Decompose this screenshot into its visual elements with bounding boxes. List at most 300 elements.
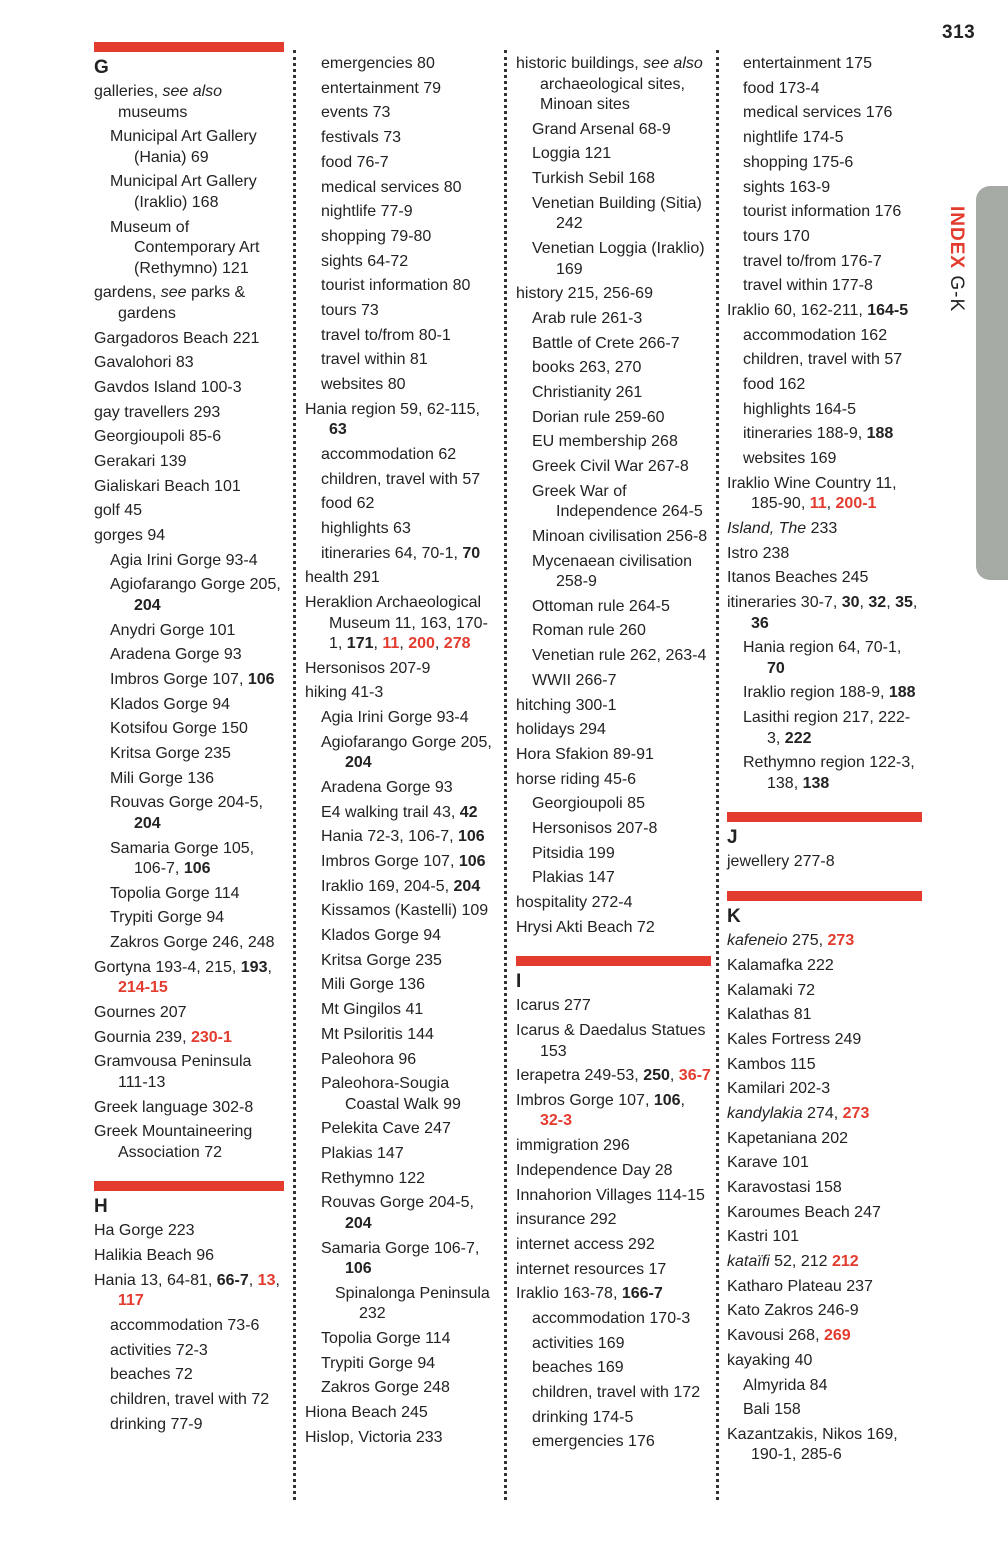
entry-text: Hania 13, 64-81, (94, 1271, 217, 1289)
entry-text: Kastri 101 (727, 1228, 800, 1246)
index-subentry (305, 1047, 500, 1072)
index-entry (727, 1324, 922, 1349)
section-bar (94, 1181, 284, 1191)
map-page-ref: 106 (183, 860, 211, 878)
index-subentry (516, 1307, 711, 1332)
index-subentry (727, 373, 922, 398)
index-subentry (94, 1339, 284, 1364)
index-subentry (516, 307, 711, 332)
index-subentry (727, 636, 922, 681)
entry-text: accommodation 170-3 (532, 1309, 691, 1327)
index-subentry (305, 924, 500, 949)
index-subentry (727, 250, 922, 275)
index-entry (727, 517, 922, 542)
entry-text: Roman rule 260 (532, 622, 646, 640)
entry-text: Rouvas Gorge 204-5, (321, 1194, 474, 1212)
section-letter: H (94, 1196, 108, 1218)
index-subentry (94, 906, 284, 931)
entry-text: Greek Civil War 267-8 (532, 458, 689, 476)
index-subentry (94, 767, 284, 792)
index-subentry (94, 619, 284, 644)
entry-text: WWII 266-7 (532, 671, 617, 689)
index-subentry (305, 1072, 500, 1117)
entry-text: EU membership 268 (532, 433, 678, 451)
entry-text: accommodation 162 (743, 326, 888, 344)
index-entry (94, 326, 284, 351)
entry-text: galleries, (94, 83, 163, 101)
index-subentry (305, 126, 500, 151)
entry-text: , (886, 594, 896, 612)
highlight-page-ref: 36-7 (678, 1067, 711, 1085)
index-subentry (94, 1413, 284, 1438)
index-subentry (305, 731, 500, 776)
index-subentry (727, 77, 922, 102)
entry-text: Mili Gorge 136 (321, 976, 426, 994)
side-tab-index-label: INDEX (946, 206, 967, 270)
index-entry (94, 1219, 284, 1244)
index-entry (516, 1089, 711, 1134)
entry-text: , (275, 1271, 280, 1289)
entry-text: Kritsa Gorge 235 (321, 951, 442, 969)
index-entry (727, 1349, 922, 1374)
entry-text: Venetian Loggia (Iraklio) 169 (532, 240, 705, 278)
entry-text: Minoan civilisation 256-8 (532, 527, 708, 545)
entry-text: Zakros Gorge 248 (321, 1379, 450, 1397)
entry-text: Kapetaniana 202 (727, 1129, 848, 1147)
index-column-4 (727, 52, 922, 1468)
index-subentry (305, 175, 500, 200)
entry-text: Gavalohori 83 (94, 354, 194, 372)
highlight-page-ref: 200-1 (835, 495, 877, 513)
entry-text: sights 163-9 (743, 178, 831, 196)
section-letter: J (727, 827, 738, 849)
index-subentry (305, 825, 500, 850)
entry-text: , (434, 635, 444, 653)
highlight-page-ref: 117 (118, 1292, 144, 1310)
highlight-page-ref: 13 (257, 1271, 276, 1289)
entry-text: Samaria Gorge 105, 106-7, (110, 839, 255, 878)
index-subentry (516, 550, 711, 595)
index-subentry (727, 274, 922, 299)
side-tab-label (941, 206, 971, 346)
index-subentry (305, 899, 500, 924)
index-subentry (94, 742, 284, 767)
index-subentry (516, 1406, 711, 1431)
highlight-page-ref: 212 (831, 1253, 859, 1271)
index-entry (94, 401, 284, 426)
entry-text: Mycenaean civilisation 258-9 (532, 552, 693, 591)
index-subentry (305, 151, 500, 176)
index-subentry (727, 422, 922, 447)
entry-text: Battle of Crete 266-7 (532, 334, 680, 352)
entry-text: Arab rule 261-3 (532, 309, 643, 327)
index-entry (94, 499, 284, 524)
index-subentry (516, 118, 711, 143)
index-entry (94, 450, 284, 475)
entry-text: Innahorion Villages 114-15 (516, 1186, 705, 1204)
entry-text: see also (643, 55, 703, 73)
map-page-ref: 35 (895, 594, 913, 612)
entry-text: Kavousi 268, (727, 1327, 824, 1345)
index-entry (516, 743, 711, 768)
entry-text: Kotsifou Gorge 150 (110, 720, 248, 738)
highlight-page-ref: 11 (382, 635, 400, 653)
index-entry (727, 542, 922, 567)
entry-text: immigration 296 (516, 1137, 630, 1155)
entry-text: Plakias 147 (532, 869, 615, 887)
page-number: 313 (942, 22, 976, 43)
index-entry (516, 768, 711, 793)
index-subentry (305, 348, 500, 373)
entry-text: Mili Gorge 136 (110, 769, 215, 787)
entry-text: food 76-7 (321, 153, 389, 171)
index-subentry (516, 525, 711, 550)
entry-text: children, travel with 57 (743, 351, 903, 369)
entry-text: travel within 177-8 (743, 277, 873, 295)
entry-text: hiking 41-3 (305, 684, 384, 702)
highlight-page-ref: 214-15 (118, 979, 168, 997)
map-page-ref: 171 (346, 635, 374, 653)
entry-text: 275, (787, 932, 828, 950)
entry-text: Almyrida 84 (743, 1376, 828, 1394)
entry-text: Karavostasi 158 (727, 1179, 842, 1197)
entry-text: accommodation 73-6 (110, 1317, 260, 1335)
index-subentry (516, 866, 711, 891)
entry-text: Paleohora 96 (321, 1050, 417, 1068)
entry-text: activities 169 (532, 1334, 625, 1352)
index-subentry (305, 542, 500, 567)
index-entry (94, 1269, 284, 1314)
column-divider (293, 50, 296, 1500)
entry-text: , (859, 594, 869, 612)
entry-text: websites 80 (321, 376, 406, 394)
entry-text: Plakias 147 (321, 1145, 404, 1163)
index-entry (727, 1201, 922, 1226)
index-subentry (94, 573, 284, 618)
index-subentry (516, 669, 711, 694)
index-subentry (727, 52, 922, 77)
index-subentry (516, 406, 711, 431)
index-subentry (94, 125, 284, 170)
index-subentry (727, 324, 922, 349)
index-entry (94, 425, 284, 450)
index-entry (727, 1151, 922, 1176)
column-divider (504, 50, 507, 1500)
entry-text: Georgioupoli 85 (532, 795, 645, 813)
entry-text: Kalamaki 72 (727, 981, 816, 999)
index-subentry (727, 126, 922, 151)
index-entry (94, 524, 284, 549)
index-entry (305, 657, 500, 682)
index-subentry (516, 1430, 711, 1455)
entry-text: tourist information 80 (321, 277, 471, 295)
index-subentry (305, 949, 500, 974)
entry-text: itineraries 64, 70-1, (321, 544, 463, 562)
entry-text: accommodation 62 (321, 445, 457, 463)
entry-text: Georgioupoli 85-6 (94, 428, 222, 446)
entry-text: Gargadoros Beach 221 (94, 329, 260, 347)
index-subentry (94, 1314, 284, 1339)
index-subentry (305, 492, 500, 517)
index-subentry (94, 668, 284, 693)
section-bar (94, 42, 284, 52)
index-entry (727, 1102, 922, 1127)
entry-text: children, travel with 72 (110, 1391, 270, 1409)
entry-text: Aradena Gorge 93 (321, 778, 453, 796)
map-page-ref: 204 (345, 754, 372, 772)
index-entry (516, 1064, 711, 1089)
index-subentry (727, 751, 922, 796)
index-entry (516, 1159, 711, 1184)
map-page-ref: 166-7 (621, 1285, 663, 1303)
entry-text: Kales Fortress 249 (727, 1030, 862, 1048)
index-entry (94, 281, 284, 326)
map-page-ref: 204 (134, 814, 161, 832)
entry-text: see (160, 284, 187, 302)
entry-text: Gramvousa Peninsula 111-13 (94, 1053, 252, 1091)
index-column-2 (305, 52, 500, 1450)
entry-text: entertainment 79 (321, 79, 442, 97)
entry-text: Lasithi region 217, 222-3, (743, 709, 911, 747)
highlight-page-ref: 278 (443, 635, 471, 653)
index-subentry (727, 447, 922, 472)
entry-text: Gournes 207 (94, 1004, 187, 1022)
entry-text: drinking 77-9 (110, 1415, 203, 1433)
entry-text: Samaria Gorge 106-7, (321, 1239, 480, 1257)
index-subentry (94, 791, 284, 836)
map-page-ref: 204 (345, 1214, 372, 1232)
entry-text: Paleohora-Sougia Coastal Walk 99 (321, 1075, 461, 1113)
entry-text: websites 169 (743, 450, 837, 468)
entry-text: , (912, 594, 918, 612)
entry-text: travel to/from 80-1 (321, 326, 451, 344)
entry-text: Pitsidia 199 (532, 844, 615, 862)
entry-text: , (669, 1067, 679, 1085)
entry-text: shopping 175-6 (743, 153, 854, 171)
entry-text: Agia Irini Gorge 93-4 (110, 551, 258, 569)
entry-text: Loggia 121 (532, 145, 612, 163)
index-entry (516, 916, 711, 941)
index-subentry (727, 348, 922, 373)
entry-text: Kalathas 81 (727, 1006, 812, 1024)
entry-text: Rethymno region 122-3, 138, (743, 754, 915, 792)
entry-text: kandylakia (727, 1104, 803, 1122)
entry-text: Iraklio 169, 204-5, (321, 877, 454, 895)
entry-text: Karave 101 (727, 1154, 809, 1172)
index-entry (94, 956, 284, 1001)
entry-text: Municipal Art Gallery (Hania) 69 (110, 128, 257, 166)
index-entry (516, 1019, 711, 1064)
index-subentry (305, 299, 500, 324)
index-entry (727, 1423, 922, 1468)
index-entry (94, 376, 284, 401)
index-subentry (305, 1282, 500, 1327)
index-entry (727, 1053, 922, 1078)
entry-text: kataïfi (727, 1253, 770, 1271)
index-subentry (305, 1327, 500, 1352)
index-subentry (94, 837, 284, 882)
index-subentry (516, 142, 711, 167)
highlight-page-ref: 269 (823, 1327, 851, 1345)
entry-text: Gerakari 139 (94, 452, 187, 470)
entry-text: jewellery 277-8 (727, 853, 835, 871)
index-subentry (727, 101, 922, 126)
index-entry (727, 954, 922, 979)
entry-text: Trypiti Gorge 94 (321, 1354, 436, 1372)
entry-text: Iraklio 163-78, (516, 1285, 622, 1303)
index-subentry (727, 175, 922, 200)
index-entry (727, 1127, 922, 1152)
index-subentry (305, 101, 500, 126)
entry-text: hitching 300-1 (516, 696, 617, 714)
index-entry (727, 1003, 922, 1028)
side-tab (976, 186, 1008, 580)
index-subentry (516, 1381, 711, 1406)
entry-text: Zakros Gorge 246, 248 (110, 934, 275, 952)
entry-text: shopping 79-80 (321, 227, 432, 245)
entry-text: archaeological sites, Minoan sites (540, 75, 685, 114)
index-entry (727, 472, 922, 517)
highlight-page-ref: 11 (809, 495, 827, 513)
map-page-ref: 204 (453, 877, 481, 895)
entry-text: Bali 158 (743, 1401, 801, 1419)
entry-text: drinking 174-5 (532, 1408, 634, 1426)
index-subentry (94, 882, 284, 907)
index-entry (727, 1225, 922, 1250)
section-bar (727, 812, 922, 822)
index-entry (94, 351, 284, 376)
index-entry (727, 1028, 922, 1053)
entry-text: parks & gardens (118, 284, 246, 322)
entry-text: Iraklio 60, 162-211, (727, 301, 868, 319)
entry-text: museums (118, 103, 188, 121)
entry-text: children, travel with 172 (532, 1384, 701, 1402)
entry-text: food 62 (321, 495, 375, 513)
entry-text: nightlife 77-9 (321, 203, 413, 221)
entry-text: , (826, 495, 836, 513)
entry-text: Independence Day 28 (516, 1161, 673, 1179)
index-entry (516, 1208, 711, 1233)
index-subentry (305, 373, 500, 398)
index-subentry (516, 1356, 711, 1381)
entry-text: Hania region 64, 70-1, (743, 639, 902, 657)
entry-text: food 173-4 (743, 79, 820, 97)
entry-text: Kritsa Gorge 235 (110, 745, 231, 763)
index-entry (305, 566, 500, 591)
entry-text: Dorian rule 259-60 (532, 408, 665, 426)
index-subentry (305, 324, 500, 349)
section-letter: G (94, 57, 109, 78)
entry-text: nightlife 174-5 (743, 129, 844, 147)
map-page-ref: 66-7 (216, 1271, 249, 1289)
entry-text: gay travellers 293 (94, 403, 221, 421)
entry-text: Iraklio Wine Country 11, 185-90, (727, 474, 897, 513)
entry-text: Spinalonga Peninsula 232 (335, 1284, 490, 1323)
entry-text: Trypiti Gorge 94 (110, 909, 225, 927)
entry-text: Kalamafka 222 (727, 956, 834, 974)
entry-text: Christianity 261 (532, 383, 643, 401)
map-page-ref: 36 (751, 614, 769, 632)
index-subentry (94, 170, 284, 215)
entry-text: highlights 164-5 (743, 400, 856, 418)
entry-text: festivals 73 (321, 129, 402, 147)
entry-text: Kambos 115 (727, 1055, 816, 1073)
entry-text: golf 45 (94, 502, 143, 520)
entry-text: hospitality 272-4 (516, 894, 633, 912)
entry-text: Museum of Contemporary Art (Rethymno) 121 (110, 218, 260, 277)
index-subentry (727, 225, 922, 250)
highlight-page-ref: 32-3 (540, 1112, 573, 1130)
entry-text: Iraklio region 188-9, (743, 684, 889, 702)
entry-text: itineraries 30-7, (727, 594, 842, 612)
map-page-ref: 164-5 (867, 301, 909, 319)
index-subentry (305, 1117, 500, 1142)
index-entry (727, 566, 922, 591)
entry-text: 274, (802, 1104, 843, 1122)
index-entry (516, 1282, 711, 1307)
map-page-ref: 106 (457, 828, 485, 846)
index-subentry (516, 619, 711, 644)
entry-text: Gialiskari Beach 101 (94, 477, 241, 495)
map-page-ref: 32 (868, 594, 887, 612)
entry-text: itineraries 188-9, (743, 425, 867, 443)
entry-text: , (373, 635, 383, 653)
index-entry (305, 591, 500, 657)
index-subentry (516, 192, 711, 237)
entry-text: Agiofarango Gorge 205, (321, 733, 492, 751)
index-subentry (516, 455, 711, 480)
index-subentry (727, 151, 922, 176)
entry-text: Hersonisos 207-8 (532, 819, 658, 837)
index-subentry (516, 480, 711, 525)
index-subentry (305, 776, 500, 801)
index-subentry (516, 1332, 711, 1357)
entry-text: health 291 (305, 569, 380, 587)
entry-text: events 73 (321, 104, 391, 122)
entry-text: Ha Gorge 223 (94, 1222, 195, 1240)
index-entry (727, 1176, 922, 1201)
index-column-3 (516, 52, 711, 1455)
index-subentry (305, 801, 500, 826)
index-subentry (727, 706, 922, 751)
index-entry (516, 1134, 711, 1159)
index-entry (516, 994, 711, 1019)
entry-text: Rethymno 122 (321, 1169, 426, 1187)
entry-text: Mt Psiloritis 144 (321, 1025, 434, 1043)
index-subentry (727, 1398, 922, 1423)
entry-text: Imbros Gorge 107, (110, 670, 248, 688)
entry-text: gardens, (94, 284, 161, 302)
entry-text: Katharo Plateau 237 (727, 1277, 873, 1295)
index-entry (94, 1001, 284, 1026)
section-bar (727, 891, 922, 901)
entry-text: , (680, 1091, 685, 1109)
index-subentry (305, 850, 500, 875)
map-page-ref: 106 (653, 1091, 681, 1109)
entry-text: see also (162, 83, 223, 101)
index-subentry (516, 237, 711, 282)
highlight-page-ref: 273 (842, 1104, 870, 1122)
entry-text: medical services 80 (321, 178, 462, 196)
entry-text: Icarus & Daedalus Statues 153 (516, 1022, 706, 1060)
highlight-page-ref: 200 (408, 635, 435, 653)
entry-text: kayaking 40 (727, 1351, 813, 1369)
index-column-1 (94, 52, 284, 1437)
index-entry (727, 1275, 922, 1300)
entry-text: food 162 (743, 376, 806, 394)
entry-text: sights 64-72 (321, 252, 409, 270)
entry-text: Kato Zakros 246-9 (727, 1302, 859, 1320)
